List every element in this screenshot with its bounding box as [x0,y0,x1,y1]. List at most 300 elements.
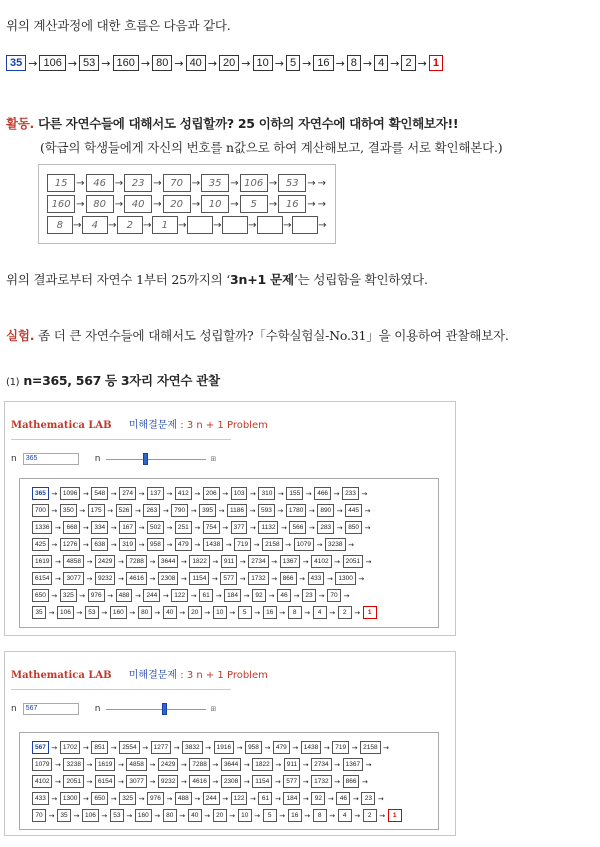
sequence-term: 160 [135,809,152,822]
arrow-icon: → [194,540,201,549]
arrow-icon: → [55,760,61,769]
slider-expand-icon[interactable]: ⊞ [210,455,217,463]
panel-title [129,670,268,681]
arrow-icon: → [82,489,89,498]
sequence-term: 5 [263,809,277,822]
sequence-term: 4102 [32,775,52,788]
sequence-term: 3077 [126,775,146,788]
arrow-icon: → [213,219,222,231]
sequence-term: 1 [388,809,402,822]
arrow-icon: → [154,608,161,617]
arrow-icon: → [86,557,93,566]
arrow-icon: → [28,56,38,70]
arrow-icon: → [348,540,354,549]
arrow-icon: → [173,743,180,752]
arrow-icon: → [305,489,312,498]
output-row [32,485,432,502]
sequence-term: 2158 [262,538,282,551]
sequence-term: 1096 [60,487,80,500]
sequence-term: 433 [32,792,49,805]
sequence-term: 137 [147,487,164,500]
sequence-term: 6154 [32,572,52,585]
arrow-icon: → [364,523,371,532]
arrow-icon: → [377,794,384,803]
sequence-term: 10 [238,809,252,822]
worksheet-cell: 46 [86,174,114,192]
sequence-term: 61 [199,589,213,602]
sequence-term: 1277 [151,741,171,754]
sequence-term: 850 [345,521,362,534]
intro-text: 위의 계산과정에 대한 흐름은 다음과 같다. [6,18,231,33]
sequence-term: 502 [147,521,164,534]
slider-track [106,459,206,460]
arrow-icon: → [254,811,261,820]
arrow-icon: → [51,743,58,752]
sequence-term: 1822 [189,555,209,568]
subsection-number: (1) [6,377,20,388]
sequence-term: 3832 [182,741,202,754]
arrow-icon: → [110,523,117,532]
arrow-icon: → [205,743,212,752]
sequence-term: 911 [284,758,300,771]
sequence-term: 866 [280,572,297,585]
arrow-icon: → [299,574,305,583]
arrow-icon: → [174,56,184,70]
arrow-icon: → [236,743,243,752]
sequence-term: 23 [361,792,375,805]
arrow-icon: → [142,743,149,752]
slider-thumb[interactable] [162,703,167,715]
arrow-icon: → [281,523,287,532]
slider-expand-icon[interactable]: ⊞ [210,705,217,713]
arrow-icon: → [129,608,136,617]
sequence-term: 377 [231,521,248,534]
n-input[interactable]: 567 [23,703,79,715]
sequence-term: 92 [311,792,325,805]
sequence-term: 488 [175,792,192,805]
arrow-icon: → [271,557,278,566]
arrow-icon: → [180,760,187,769]
arrow-icon: → [275,760,282,769]
sequence-term: 851 [91,741,108,754]
sequence-term: 10 [213,606,227,619]
sequence-term: 184 [283,792,300,805]
n-input-label: n [11,704,17,714]
slider-label: n [94,704,101,714]
arrow-icon: → [336,523,343,532]
sequence-term: 80 [163,809,177,822]
sequence-term: 20 [188,606,202,619]
arrow-icon: → [275,794,281,803]
n-slider[interactable] [106,703,206,715]
arrow-icon: → [101,608,108,617]
worksheet-cell: 20 [163,195,191,213]
experiment-text [6,326,509,344]
sequence-term: 1079 [294,538,314,551]
arrow-icon: → [336,506,343,515]
arrow-icon: → [351,743,358,752]
sequence-term: 53 [79,55,99,71]
output-row [32,807,432,824]
conclusion-suffix: ’는 성립함을 확인하였다. [293,272,428,287]
arrow-icon: → [317,177,326,189]
arrow-icon: → [215,591,222,600]
output-row [32,790,432,807]
arrow-icon: → [138,794,145,803]
output-row [32,756,432,773]
arrow-icon: → [334,557,341,566]
arrow-icon: → [194,523,201,532]
sequence-term: 911 [221,555,237,568]
sequence-term: 160 [110,606,127,619]
arrow-icon: → [126,811,133,820]
arrow-icon: → [117,574,124,583]
sequence-term: 6154 [95,775,115,788]
arrow-icon: → [279,811,286,820]
arrow-icon: → [248,219,257,231]
worksheet-cell: 70 [163,174,191,192]
sequence-term: 790 [171,504,188,517]
output-row [32,536,432,553]
n-input[interactable]: 365 [23,453,79,465]
output-row [32,570,432,587]
arrow-icon: → [107,591,114,600]
arrow-icon: → [179,608,186,617]
sequence-term: 16 [263,606,277,619]
arrow-icon: → [73,811,80,820]
arrow-icon: → [178,219,187,231]
panel-header [11,666,268,681]
arrow-icon: → [268,177,278,189]
arrow-icon: → [361,489,368,498]
sequence-term: 866 [343,775,360,788]
sequence-term: 1300 [335,572,355,585]
sequence-term: 106 [57,606,74,619]
arrow-icon: → [149,557,156,566]
sequence-term: 4 [313,606,327,619]
arrow-icon: → [250,489,256,498]
worksheet-cell: 5 [240,195,268,213]
arrow-icon: → [243,777,250,786]
worksheet-cell: 4 [82,216,108,234]
arrow-icon: → [180,574,187,583]
sequence-term: 3644 [158,555,178,568]
arrow-icon: → [358,574,365,583]
arrow-icon: → [55,523,61,532]
slider-track [106,709,206,710]
worksheet-cell: 40 [124,195,152,213]
arrow-icon: → [335,56,345,70]
arrow-icon: → [143,219,152,231]
sequence-term: 2429 [95,555,115,568]
worksheet-row [47,195,327,213]
worksheet-cell [222,216,248,234]
arrow-icon: → [229,608,236,617]
arrow-icon: → [302,557,309,566]
sequence-term: 2734 [248,555,268,568]
arrow-icon: → [274,56,284,70]
sequence-term: 566 [289,521,306,534]
arrow-icon: → [204,811,211,820]
arrow-icon: → [110,489,117,498]
sequence-term: 7288 [189,758,209,771]
sequence-term: 2158 [360,741,380,754]
sequence-output [19,478,439,628]
sequence-output [19,732,439,830]
arrow-icon: → [51,506,58,515]
sequence-term: 719 [234,538,251,551]
activity-heading [6,114,458,132]
arrow-icon: → [55,557,61,566]
sequence-term: 40 [186,55,206,71]
arrow-icon: → [180,557,187,566]
sequence-term: 334 [91,521,108,534]
sequence-term: 325 [119,792,136,805]
arrow-icon: → [149,574,156,583]
arrow-icon: → [191,177,201,189]
worksheet-cell [292,216,318,234]
arrow-icon: → [194,489,201,498]
sequence-term: 1367 [280,555,300,568]
sequence-term: 466 [314,487,331,500]
arrow-icon: → [293,591,300,600]
n-input-label: n [11,454,17,464]
sequence-term: 70 [32,809,46,822]
arrow-icon: → [243,760,250,769]
output-row [32,739,432,756]
sequence-term: 1 [429,55,443,71]
panel-title-en: : 3 n + 1 Problem [180,670,268,681]
arrow-icon: → [76,177,85,189]
sequence-term: 976 [147,792,164,805]
arrow-icon: → [114,198,124,210]
sequence-term: 2734 [311,758,331,771]
arrow-icon: → [166,794,173,803]
arrow-icon: → [194,794,201,803]
arrow-icon: → [304,608,311,617]
sequence-term: 488 [116,589,133,602]
sequence-term: 5 [286,55,300,71]
arrow-icon: → [110,540,117,549]
activity-note: (학급의 학생들에게 자신의 번호를 n값으로 하여 계산해보고, 결과를 서로 확인해본다.) [40,140,503,155]
sequence-term: 9232 [95,572,115,585]
arrow-icon: → [230,198,239,210]
panel-controls [11,453,216,465]
arrow-icon: → [316,540,323,549]
sequence-term: 650 [91,792,108,805]
sequence-term: 8 [347,55,361,71]
sequence-term: 70 [327,589,341,602]
sequence-term: 167 [119,521,136,534]
arrow-icon: → [110,743,117,752]
sequence-term: 244 [203,792,220,805]
arrow-icon: → [212,777,219,786]
sequence-term: 5 [238,606,252,619]
experiment-body: 좀 더 큰 자연수들에 대해서도 성립할까?「수학실험실-No.31」을 이용하여 관찰해보자. [38,328,509,343]
conclusion-term: 3n+1 문제 [230,272,294,287]
worksheet-row [47,174,327,192]
arrow-icon: → [268,198,278,210]
arrow-icon: → [277,489,284,498]
slider-thumb[interactable] [143,453,148,465]
sequence-term: 890 [317,504,334,517]
sequence-term: 7288 [126,555,146,568]
sequence-term: 548 [91,487,108,500]
arrow-icon: → [73,219,82,231]
worksheet-cell: 16 [278,195,306,213]
worksheet-cell: 23 [124,174,152,192]
sequence-term: 1780 [286,504,306,517]
arrow-icon: → [327,794,334,803]
sequence-term: 1132 [258,521,278,534]
sequence-term: 1154 [252,775,272,788]
arrow-icon: → [190,591,197,600]
slider-label: n [94,454,101,464]
arrow-icon: → [117,760,124,769]
worksheet-cell: 8 [47,216,73,234]
arrow-icon: → [110,794,117,803]
sequence-term: 1300 [60,792,80,805]
arrow-icon: → [76,198,85,210]
sequence-term: 283 [317,521,334,534]
sequence-term: 40 [188,809,202,822]
sequence-term: 106 [39,55,65,71]
sequence-term: 244 [143,589,160,602]
sequence-term: 479 [273,741,290,754]
sequence-term: 719 [332,741,349,754]
panel-title-en: : 3 n + 1 Problem [180,420,268,431]
arrow-icon: → [304,811,311,820]
sequence-term: 4 [374,55,388,71]
arrow-icon: → [318,591,325,600]
arrow-icon: → [241,56,251,70]
arrow-icon: → [82,794,89,803]
panel-controls [11,703,216,715]
arrow-icon: → [230,177,239,189]
sequence-term: 2051 [343,555,363,568]
arrow-icon: → [55,777,61,786]
sequence-term: 1619 [95,758,115,771]
arrow-icon: → [138,523,145,532]
sequence-term: 16 [288,809,302,822]
worksheet-cell: 1 [152,216,178,234]
arrow-icon: → [343,591,350,600]
arrow-icon: → [334,777,341,786]
arrow-icon: → [153,198,162,210]
arrow-icon: → [390,56,400,70]
worksheet-cell: 53 [278,174,306,192]
arrow-icon: → [225,540,232,549]
sequence-term: 35 [57,809,71,822]
arrow-icon: → [101,56,111,70]
sequence-term: 1336 [32,521,52,534]
panel-title [129,420,268,431]
arrow-icon: → [329,811,336,820]
sequence-term: 1186 [227,504,247,517]
arrow-icon: → [138,540,145,549]
arrow-icon: → [308,506,315,515]
arrow-icon: → [211,574,218,583]
arrow-icon: → [140,56,151,70]
output-row [32,553,432,570]
arrow-icon: → [271,574,278,583]
arrow-icon: → [154,811,161,820]
conclusion-prefix: 위의 결과로부터 자연수 1부터 25까지의 ‘ [6,272,231,287]
arrow-icon: → [243,591,250,600]
sequence-term: 2308 [158,572,178,585]
arrow-icon: → [279,608,286,617]
arrow-icon: → [179,811,186,820]
sequence-term: 1 [363,606,377,619]
sequence-term: 754 [203,521,220,534]
n-slider[interactable] [106,453,206,465]
sequence-term: 425 [32,538,49,551]
arrow-icon: → [101,811,108,820]
sequence-term: 958 [147,538,164,551]
arrow-icon: → [333,489,340,498]
arrow-icon: → [302,760,309,769]
arrow-icon: → [204,608,211,617]
arrow-icon: → [86,574,93,583]
sequence-term: 350 [60,504,77,517]
arrow-icon: → [334,760,341,769]
arrow-icon: → [114,177,124,189]
sequence-term: 2429 [158,758,178,771]
arrow-icon: → [79,591,86,600]
arrow-icon: → [108,219,117,231]
arrow-icon: → [229,811,236,820]
sequence-term: 3238 [63,758,83,771]
sequence-term: 106 [82,809,99,822]
arrow-icon: → [67,56,78,70]
sequence-term: 206 [203,487,220,500]
arrow-icon: → [250,523,256,532]
panel-header [11,416,268,431]
sequence-term: 577 [220,572,237,585]
arrow-icon: → [166,540,173,549]
arrow-icon: → [218,506,225,515]
output-row [32,604,432,621]
sequence-term: 160 [113,55,139,71]
sequence-term: 445 [345,504,362,517]
output-row [32,502,432,519]
sequence-term: 567 [32,741,49,754]
arrow-icon: → [239,557,246,566]
arrow-icon: → [274,777,281,786]
sequence-term: 122 [171,589,188,602]
sequence-term: 412 [175,487,192,500]
sequence-term: 20 [213,809,227,822]
sequence-term: 1154 [189,572,209,585]
sequence-term: 53 [110,809,124,822]
sequence-term: 8 [313,809,327,822]
arrow-icon: → [362,56,373,70]
arrow-icon: → [51,591,58,600]
arrow-icon: → [317,198,326,210]
worksheet-cell: 80 [86,195,114,213]
mathematica-panel-365 [4,401,456,636]
sequence-term: 1732 [248,572,268,585]
sequence-term: 526 [116,504,133,517]
arrow-icon: → [48,811,55,820]
arrow-icon: → [318,219,327,231]
sequence-term: 1367 [343,758,363,771]
arrow-icon: → [268,591,275,600]
arrow-icon: → [138,489,145,498]
sequence-term: 1702 [60,741,80,754]
sequence-term: 40 [163,606,177,619]
sequence-term: 1619 [32,555,52,568]
